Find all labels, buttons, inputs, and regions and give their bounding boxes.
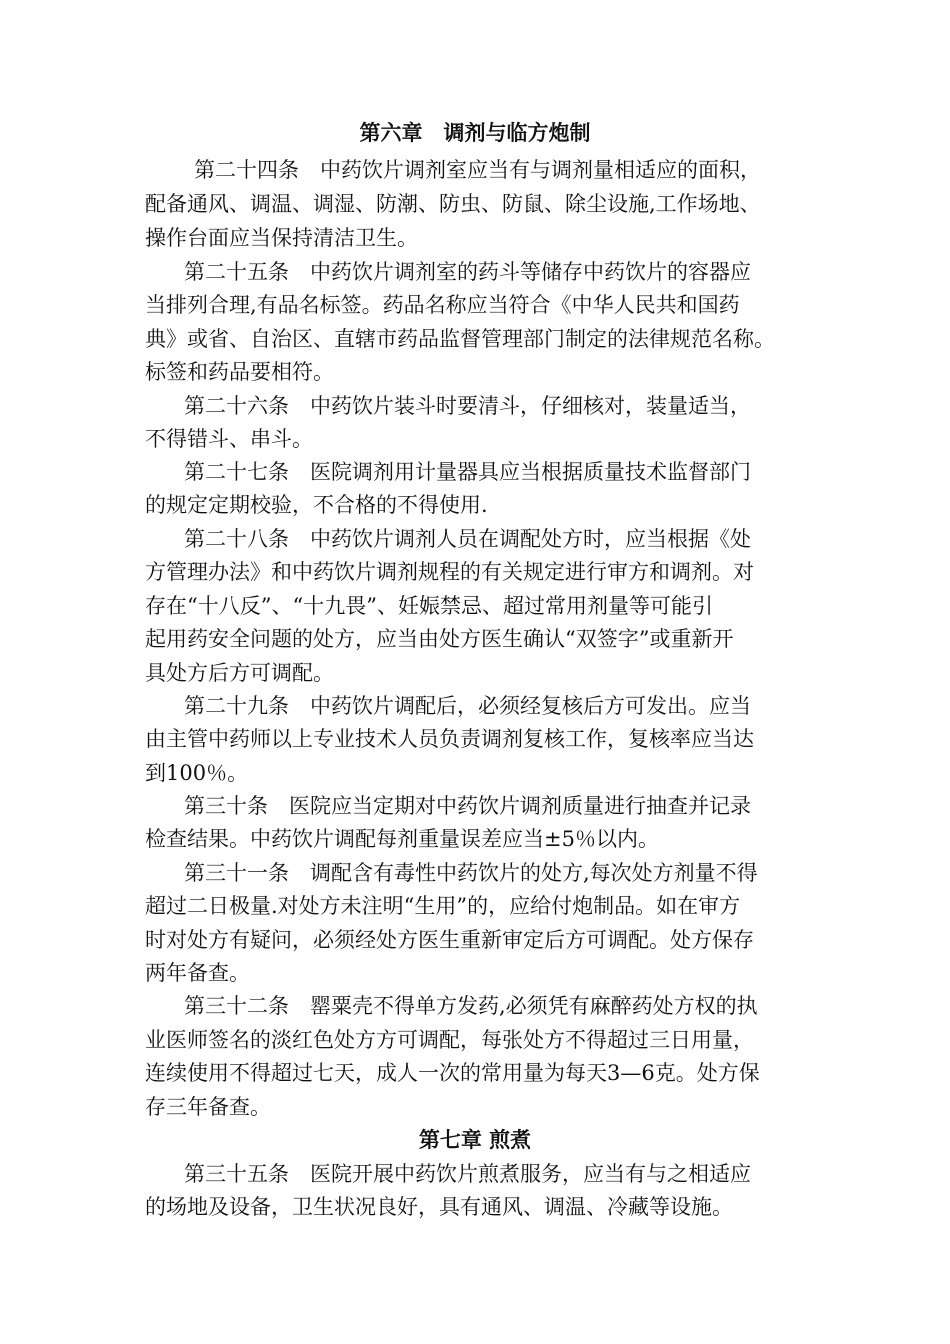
- article-32-line-1: 第三十二条 罂粟壳不得单方发药,必须凭有麻醉药处方权的执: [184, 994, 758, 1018]
- chapter-7-heading: 第七章 煎煮: [418, 1127, 532, 1152]
- article-28-line-3: 存在“十八反”、“十九畏”、妊娠禁忌、超过常用剂量等可能引: [145, 594, 713, 618]
- article-26-line-1: 第二十六条 中药饮片装斗时要清斗，仔细核对，装量适当，: [184, 394, 751, 418]
- article-25-line-1: 第二十五条 中药饮片调剂室的药斗等储存中药饮片的容器应: [184, 260, 751, 284]
- article-27-line-1: 第二十七条 医院调剂用计量器具应当根据质量技术监督部门: [184, 460, 751, 484]
- article-28-line-5: 具处方后方可调配。: [145, 661, 334, 685]
- article-24-line-2: 配备通风、调温、调湿、防潮、防虫、防鼠、除尘设施,工作场地、: [145, 192, 761, 216]
- article-31-line-4: 两年备查。: [145, 961, 250, 985]
- article-28-line-4: 起用药安全问题的处方，应当由处方医生确认“双签字”或重新开: [145, 627, 734, 651]
- article-31-line-2: 超过二日极量.对处方未注明“生用”的，应给付炮制品。如在审方: [145, 894, 741, 918]
- article-31-line-3: 时对处方有疑问，必须经处方医生重新审定后方可调配。处方保存: [145, 928, 754, 952]
- article-30-line-2: 检查结果。中药饮片调配每剂重量误差应当±5％以内。: [145, 827, 659, 851]
- article-35-line-1: 第三十五条 医院开展中药饮片煎煮服务，应当有与之相适应: [184, 1162, 751, 1186]
- article-25-line-2: 当排列合理,有品名标签。药品名称应当符合《中华人民共和国药: [145, 293, 740, 317]
- article-25-line-4: 标签和药品要相符。: [145, 360, 334, 384]
- article-35-line-2: 的场地及设备，卫生状况良好，具有通风、调温、冷藏等设施。: [145, 1195, 733, 1219]
- article-29-line-2: 由主管中药师以上专业技术人员负责调剂复核工作，复核率应当达: [145, 727, 754, 751]
- article-29-line-3: 到100％。: [145, 761, 249, 785]
- article-29-line-1: 第二十九条 中药饮片调配后，必须经复核后方可发出。应当: [184, 694, 751, 718]
- article-32-line-4: 存三年备查。: [145, 1095, 271, 1119]
- article-25-line-3: 典》或省、自治区、直辖市药品监督管理部门制定的法律规范名称。: [145, 327, 775, 351]
- chapter-6-heading: 第六章 调剂与临方炮制: [359, 120, 591, 145]
- article-30-line-1: 第三十条 医院应当定期对中药饮片调剂质量进行抽查并记录: [184, 794, 751, 818]
- article-24-line-1: 第二十四条 中药饮片调剂室应当有与调剂量相适应的面积，: [194, 158, 761, 182]
- article-24-line-3: 操作台面应当保持清洁卫生。: [145, 226, 418, 250]
- article-28-line-2: 方管理办法》和中药饮片调剂规程的有关规定进行审方和调剂。对: [145, 560, 754, 584]
- article-26-line-2: 不得错斗、串斗。: [145, 427, 313, 451]
- article-27-line-2: 的规定定期校验，不合格的不得使用.: [145, 493, 488, 517]
- article-32-line-3: 连续使用不得超过七天，成人一次的常用量为每天3—6克。处方保: [145, 1061, 760, 1085]
- article-31-line-1: 第三十一条 调配含有毒性中药饮片的处方,每次处方剂量不得: [184, 861, 758, 885]
- article-28-line-1: 第二十八条 中药饮片调剂人员在调配处方时，应当根据《处: [184, 527, 751, 551]
- article-32-line-2: 业医师签名的淡红色处方方可调配，每张处方不得超过三日用量，: [145, 1028, 754, 1052]
